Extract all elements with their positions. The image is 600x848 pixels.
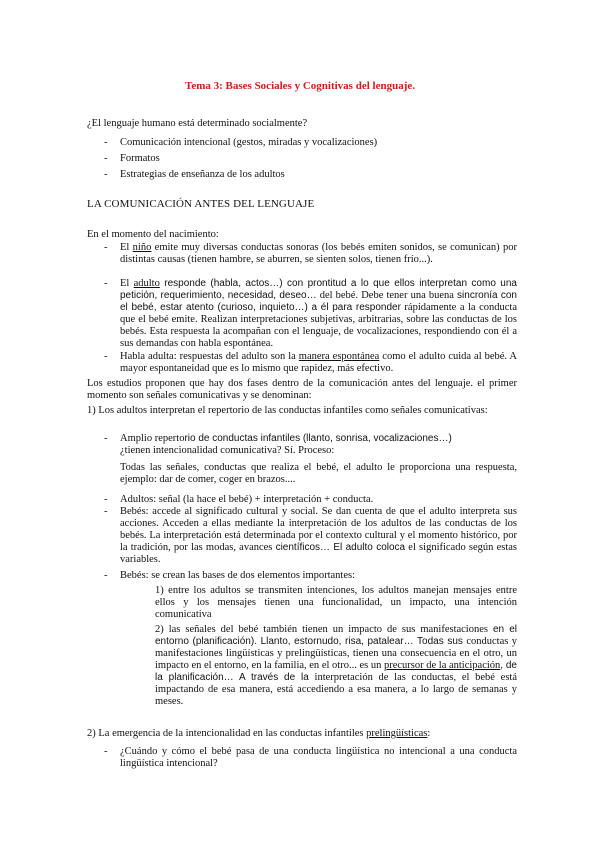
underlined-adulto: adulto: [133, 278, 160, 289]
sub-item-2: 2) las señales del bebé también tienen un impacto de sus manifestaciones en el entorno (planificación). Llanto, estornudo, risa, patalear… Todas sus conductas y manifestaciones lingüísticas y prelingüísticas, tienen una consecuencia en el otro, un impacto en el entorno, en la familia, en el otro... es un precursor de la anticipación, de la planificación… A través de la interpretación de las conductas, el bebé está impactando de esa manera, está accediendo a esa manera, a lo largo de semanas y meses.: [155, 624, 517, 707]
intro-item-1: Comunicación intencional (gestos, miradas y vocalizaciones): [120, 137, 378, 148]
page-title: Tema 3: Bases Sociales y Cognitivas del lenguaje.: [185, 80, 415, 92]
birth-item-habla: Habla adulta: respuestas del adulto son la manera espontánea como el adulto cuida al bebé. A mayor espontaneidad que es lo mismo que rapidez, más efectivo.: [120, 351, 517, 374]
phase1-item-bebes-2: Bebés: se crean las bases de dos elementos importantes:: [120, 570, 356, 581]
bullet-dash: -: [104, 137, 108, 148]
phase1-heading: 1) Los adultos interpretan el repertorio de las conductas infantiles como señales comunicativas:: [87, 405, 488, 416]
bullet-dash: -: [104, 242, 108, 253]
bullet-dash: -: [104, 570, 108, 581]
bullet-dash: -: [104, 351, 108, 362]
bullet-dash: -: [104, 433, 108, 444]
birth-intro: En el momento del nacimiento:: [87, 229, 219, 240]
bullet-dash: -: [104, 746, 108, 757]
phase1-item-adultos: Adultos: señal (la hace el bebé) + interpretación + conducta.: [120, 494, 374, 505]
bullet-dash: -: [104, 153, 108, 164]
bullet-dash: -: [104, 169, 108, 180]
bullet-dash: -: [104, 278, 108, 289]
section-heading: LA COMUNICACIÓN ANTES DEL LENGUAJE: [87, 198, 315, 210]
intro-item-3: Estrategias de enseñanza de los adultos: [120, 169, 285, 180]
phase2-item: ¿Cuándo y cómo el bebé pasa de una conducta lingüística no intencional a una conducta lingüística intencional?: [120, 746, 517, 769]
bullet-dash: -: [104, 506, 108, 517]
studies-paragraph: Los estudios proponen que hay dos fases dentro de la comunicación antes del lenguaje. el primer momento son señales comunicativas y se denominan:: [87, 378, 517, 401]
birth-item-adulto: El adulto responde (habla, actos…) con prontitud a lo que ellos interpretan como una petición, requerimiento, necesidad, deseo… del bebé. Debe tener una buena sincronía con el bebé, estar atento (curioso, inquieto…) a él para responder rápidamente a la conducta que el bebé emite. Realizan interpretaciones subjetivas, arbitrarias, sobre las conductas de los bebés. Esta respuesta la acompañan con el lenguaje, de vocalizaciones, respondiendo con él a sus demandas con habla espontánea.: [120, 278, 517, 349]
birth-item-nino: El niño emite muy diversas conductas sonoras (los bebés emiten sonidos, se comunican) por distintas causas (tienen hambre, se aburren, se sienten solos, tienen frío...).: [120, 242, 517, 265]
phase1-item-bebes-1: Bebés: accede al significado cultural y social. Se dan cuenta de que el adulto interpreta sus acciones. Acceden a ellas mediante la interpretación de los adultos de las conductas de los bebés. La interpretación está determinada por el contexto cultural y el momento histórico, por la tradición, por las modas, avances científicos… El adulto coloca el significado según estas variables.: [120, 506, 517, 565]
bullet-dash: -: [104, 494, 108, 505]
sub-item-1: 1) entre los adultos se transmiten intenciones, los adultos manejan mensajes entre ellos y los mensajes tienen una funcionalidad, un impacto, una intención comunicativa: [155, 585, 517, 620]
phase2-heading: 2) La emergencia de la intencionalidad en las conductas infantiles prelingüísticas:: [87, 728, 431, 739]
underlined-nino: niño: [132, 242, 152, 253]
question-line: ¿El lenguaje humano está determinado socialmente?: [87, 118, 308, 129]
phase1-item-amplio: Amplio repertorio de conductas infantiles (llanto, sonrisa, vocalizaciones…) ¿tienen intencionalidad comunicativa? Sí. Proceso: Todas las señales, conductas que realiza el bebé, el adulto le proporciona una respuesta, ejemplo: dar de comer, coger en brazos....: [120, 433, 517, 485]
intro-item-2: Formatos: [120, 153, 160, 164]
